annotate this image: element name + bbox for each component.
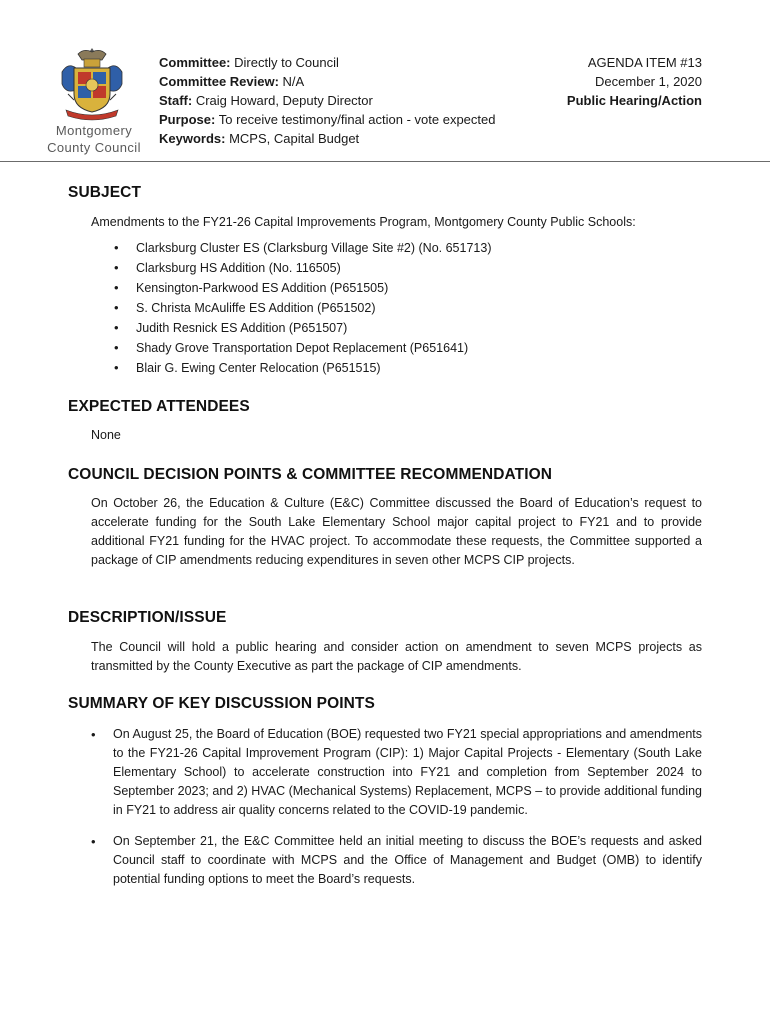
list-item: • S. Christa McAuliffe ES Addition (P651502) (91, 298, 491, 318)
agenda-block (567, 53, 702, 110)
document-header (0, 0, 770, 162)
header-divider (0, 161, 770, 162)
staff-line (159, 91, 496, 110)
list-item: • Clarksburg HS Addition (No. 116505) (91, 258, 491, 278)
committee-value: Directly to Council (234, 55, 339, 70)
keywords-line (159, 129, 496, 148)
decision-heading: COUNCIL DECISION POINTS & COMMITTEE RECOMMENDATION (68, 466, 553, 483)
subject-intro: Amendments to the FY21-26 Capital Improvements Program, Montgomery County Public Schools: (91, 215, 636, 229)
purpose-label: Purpose: (159, 112, 216, 127)
attendees-text: None (91, 428, 121, 442)
subject-heading: SUBJECT (68, 184, 142, 201)
description-text: The Council will hold a public hearing and consider action on amendment to seven MCPS projects as transmitted by the County Executive as part the package of CIP amendments. (91, 640, 702, 673)
agenda-item-number: AGENDA ITEM #13 (587, 55, 702, 70)
review-value: N/A (282, 74, 305, 89)
agenda-action: Public Hearing/Action (566, 93, 702, 108)
staff-value: Craig Howard, Deputy Director (195, 93, 373, 108)
attendees-heading: EXPECTED ATTENDEES (68, 398, 250, 415)
list-item: • Clarksburg Cluster ES (Clarksburg Village Site #2) (No. 651713) (91, 238, 491, 258)
list-item: • On September 21, the E&C Committee held an initial meeting to discuss the BOE’s requests and asked Council staff to coordinate with MCPS and the Office of Management and Budget (OMB) to identify potential funding options to meet the Board’s requests. (91, 832, 702, 889)
agenda-date: December 1, 2020 (595, 74, 702, 89)
summary-heading: SUMMARY OF KEY DISCUSSION POINTS (68, 695, 375, 712)
purpose-value: To receive testimony/final action - vote expected (218, 112, 496, 127)
list-item: • Judith Resnick ES Addition (P651507) (91, 318, 491, 338)
review-label: Committee Review: (159, 74, 279, 89)
staff-label: Staff: (159, 93, 193, 108)
list-item: • Shady Grove Transportation Depot Replacement (P651641) (91, 338, 491, 358)
purpose-line (159, 110, 496, 129)
org-name-line1: Montgomery (55, 123, 133, 138)
memo-meta (159, 53, 496, 148)
list-item: • Kensington-Parkwood ES Addition (P651505) (91, 278, 491, 298)
list-item: • Blair G. Ewing Center Relocation (P651515) (91, 358, 491, 378)
subject-project-list (91, 238, 491, 378)
keywords-label: Keywords: (159, 131, 226, 146)
description-heading: DESCRIPTION/ISSUE (68, 609, 227, 626)
decision-text: On October 26, the Education & Culture (E&C) Committee discussed the Board of Education’s request to accelerate funding for the South Lake Elementary School major capital project to FY21 and to provide additional FY21 funding for the HVAC project. To accommodate these requests, the Committee supported a package of CIP amendments reducing expenditures in seven other MCPS CIP projects. (91, 496, 702, 567)
org-name (40, 122, 148, 156)
review-line (159, 72, 496, 91)
summary-points-list (91, 725, 702, 901)
committee-line (159, 53, 496, 72)
committee-label: Committee: (159, 55, 231, 70)
org-name-line2: County Council (47, 140, 141, 155)
list-item: • On August 25, the Board of Education (BOE) requested two FY21 special appropriations and amendments to the FY21-26 Capital Improvement Program (CIP): 1) Major Capital Projects - Elementary (South Lake Elementary School) to accelerate construction into FY21 and completion from September 2024 to September 2023; and 2) HVAC (Mechanical Systems) Replacement, MCPS – to provide additional funding in FY21 to address air quality concerns related to the COVID-19 pandemic. (91, 725, 702, 820)
county-seal-logo (54, 44, 130, 124)
keywords-value: MCPS, Capital Budget (229, 131, 360, 146)
